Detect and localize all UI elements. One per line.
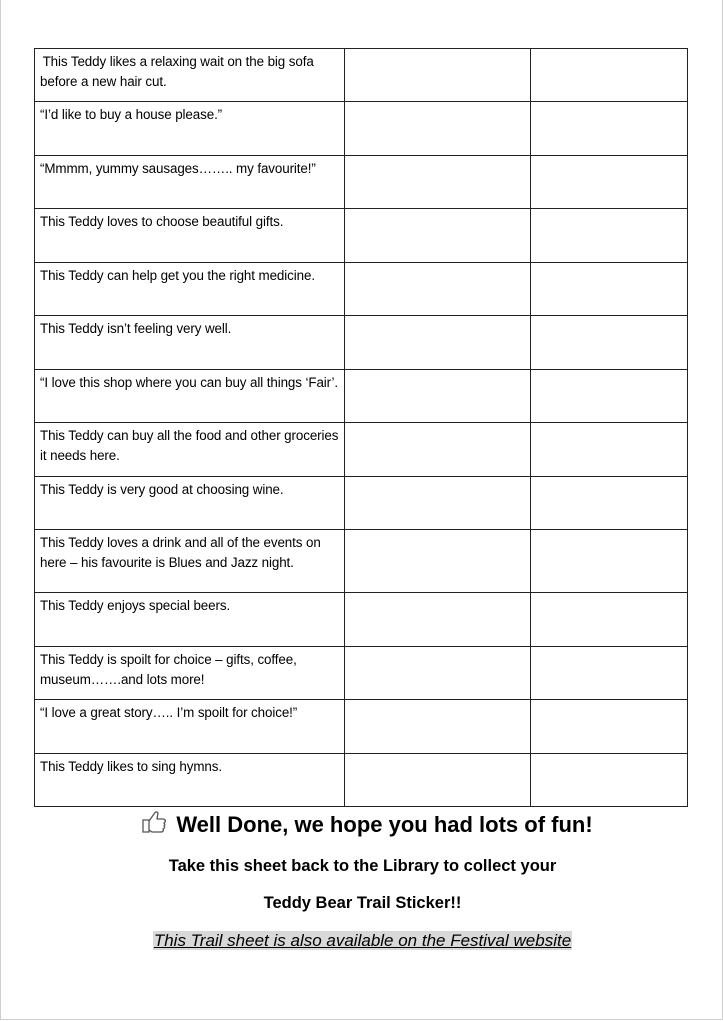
- answer-cell[interactable]: [345, 316, 531, 370]
- website-note: [1, 931, 723, 951]
- table-row: [35, 316, 688, 370]
- clue-cell: This Teddy likes to sing hymns.: [35, 754, 345, 807]
- clue-cell: This Teddy is very good at choosing wine.: [35, 477, 345, 530]
- answer-cell[interactable]: [530, 316, 687, 370]
- answer-cell[interactable]: [530, 530, 687, 593]
- table-row: [35, 102, 688, 156]
- answer-cell[interactable]: [530, 593, 687, 647]
- answer-cell[interactable]: [530, 370, 687, 423]
- clue-cell: “I love this shop where you can buy all things ‘Fair’.: [35, 370, 345, 423]
- answer-cell[interactable]: [530, 263, 687, 316]
- table-row: [35, 530, 688, 593]
- answer-cell[interactable]: [530, 49, 687, 102]
- answer-cell[interactable]: [345, 423, 531, 477]
- answer-cell[interactable]: [345, 477, 531, 530]
- answer-cell[interactable]: [345, 263, 531, 316]
- trail-table: [34, 48, 688, 807]
- table-row: [35, 49, 688, 102]
- answer-cell[interactable]: [530, 102, 687, 156]
- answer-cell[interactable]: [345, 593, 531, 647]
- table-row: [35, 263, 688, 316]
- clue-cell: This Teddy likes a relaxing wait on the big sofa before a new hair cut.: [35, 49, 345, 102]
- answer-cell[interactable]: [345, 530, 531, 593]
- clue-cell: This Teddy isn’t feeling very well.: [35, 316, 345, 370]
- answer-cell[interactable]: [530, 477, 687, 530]
- clue-cell: This Teddy can help get you the right medicine.: [35, 263, 345, 316]
- well-done-heading: [1, 810, 723, 842]
- answer-cell[interactable]: [345, 156, 531, 209]
- take-back-text: Take this sheet back to the Library to collect your: [168, 857, 557, 875]
- clue-cell: “I’d like to buy a house please.”: [35, 102, 345, 156]
- table-row: [35, 754, 688, 807]
- table-row: [35, 700, 688, 754]
- clue-cell: This Teddy enjoys special beers.: [35, 593, 345, 647]
- answer-cell[interactable]: [530, 754, 687, 807]
- answer-cell[interactable]: [530, 156, 687, 209]
- answer-cell[interactable]: [345, 647, 531, 700]
- table-row: [35, 370, 688, 423]
- clue-cell: This Teddy is spoilt for choice – gifts, coffee, museum…….and lots more!: [35, 647, 345, 700]
- answer-cell[interactable]: [530, 209, 687, 263]
- table-row: [35, 477, 688, 530]
- website-link-text[interactable]: This Trail sheet is also available on the Festival website: [153, 931, 572, 950]
- table-row: [35, 423, 688, 477]
- answer-cell[interactable]: [345, 754, 531, 807]
- answer-cell[interactable]: [345, 102, 531, 156]
- table-row: [35, 593, 688, 647]
- clue-cell: “Mmmm, yummy sausages…….. my favourite!”: [35, 156, 345, 209]
- sticker-text: Teddy Bear Trail Sticker!!: [263, 894, 462, 912]
- answer-cell[interactable]: [530, 647, 687, 700]
- answer-cell[interactable]: [530, 700, 687, 754]
- clue-cell: This Teddy loves to choose beautiful gifts.: [35, 209, 345, 263]
- clue-cell: This Teddy loves a drink and all of the events on here – his favourite is Blues and Jazz night.: [35, 530, 345, 593]
- well-done-text: Well Done, we hope you had lots of fun!: [176, 811, 593, 837]
- answer-cell[interactable]: [530, 423, 687, 477]
- table-row: [35, 156, 688, 209]
- answer-cell[interactable]: [345, 209, 531, 263]
- clue-cell: “I love a great story….. I’m spoilt for choice!”: [35, 700, 345, 754]
- answer-cell[interactable]: [345, 700, 531, 754]
- clue-cell: This Teddy can buy all the food and other groceries it needs here.: [35, 423, 345, 477]
- table-row: [35, 209, 688, 263]
- answer-cell[interactable]: [345, 49, 531, 102]
- thumbs-up-icon: [140, 808, 168, 840]
- answer-cell[interactable]: [345, 370, 531, 423]
- table-row: [35, 647, 688, 700]
